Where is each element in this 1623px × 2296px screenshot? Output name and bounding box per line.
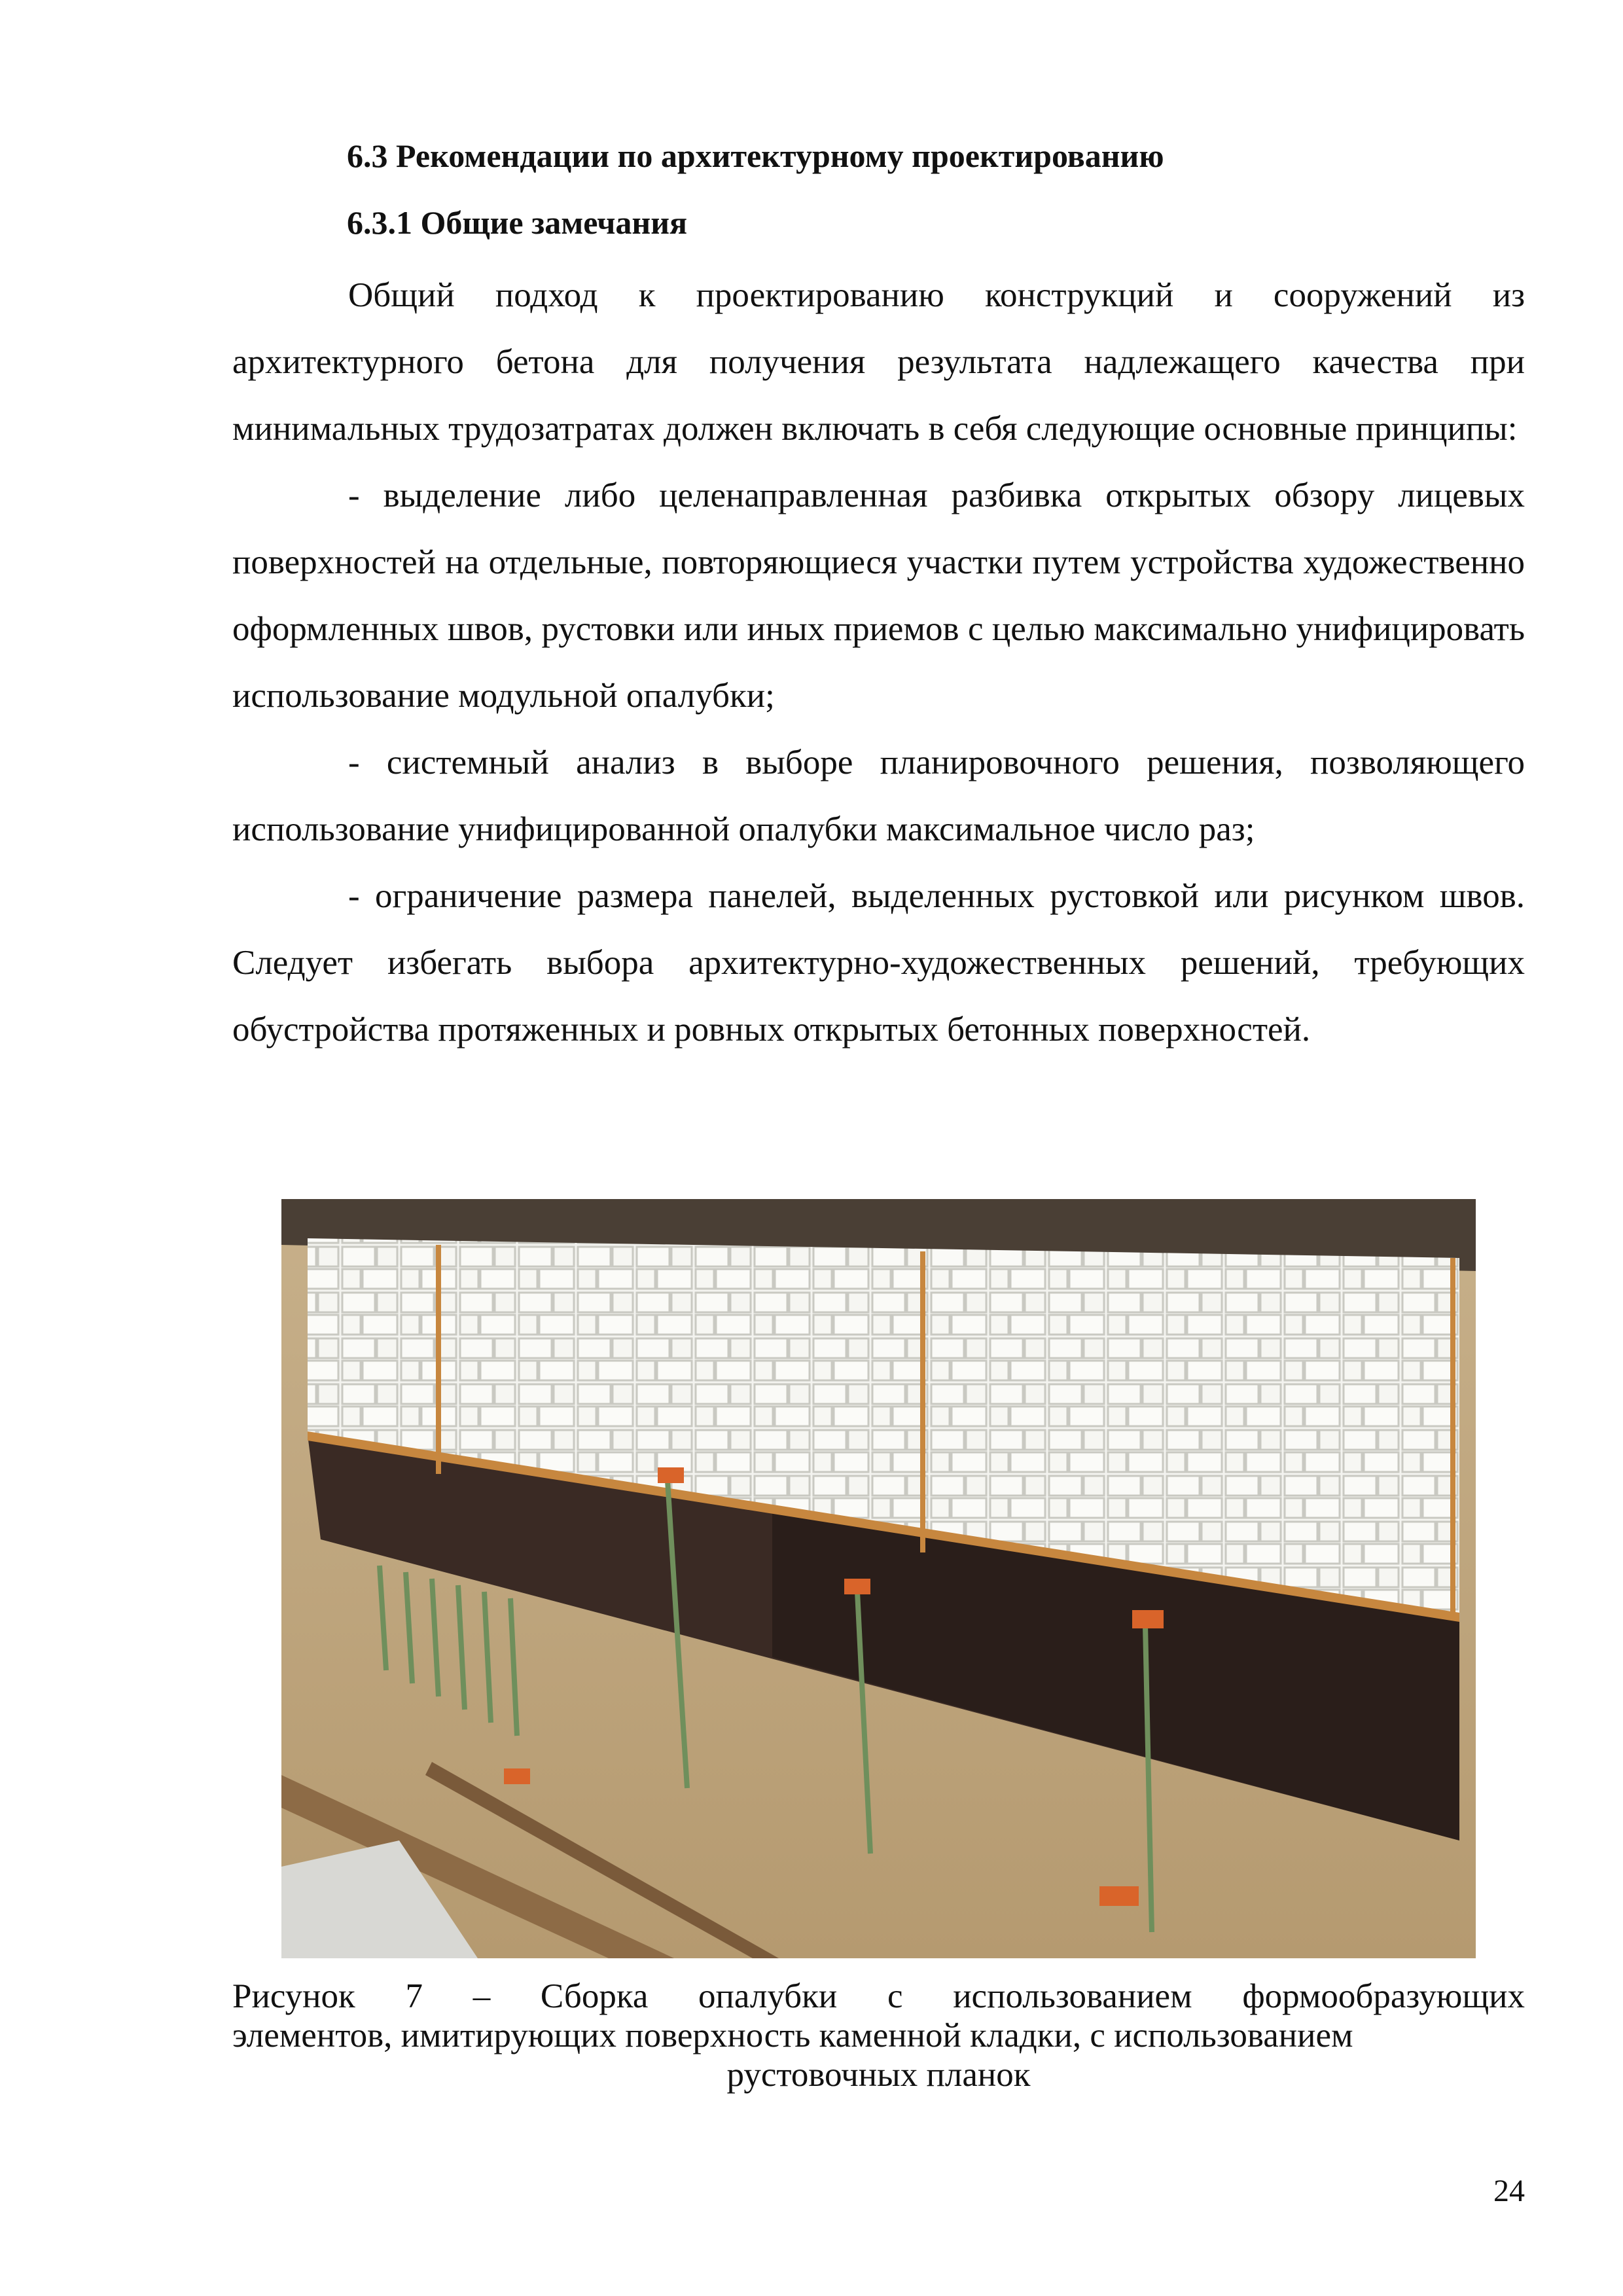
formwork-photo-illustration <box>281 1199 1476 1958</box>
paragraph-bullet-3: - ограничение размера панелей, выделенных рустовкой или рисунком швов. Следует избегать выбора архитектурно-художественных решений, требующих обустройства протяженных и ровных открытых бетонных поверхностей. <box>232 877 1525 1049</box>
caption-line-1: Рисунок 7 – Сборка опалубки с использованием формообразующих <box>232 1977 1525 2015</box>
caption-line-2: элементов, имитирующих поверхность каменной кладки, с использованием <box>232 2017 1353 2054</box>
body-text <box>232 262 1525 1063</box>
paragraph-intro: Общий подход к проектированию конструкций и сооружений из архитектурного бетона для получения результата надлежащего качества при минимальных трудозатратах должен включать в себя следующие основные принципы: <box>232 276 1525 448</box>
subsection-heading: 6.3.1 Общие замечания <box>347 204 688 241</box>
page-number: 24 <box>1493 2174 1525 2208</box>
figure-caption <box>232 1977 1525 2094</box>
section-heading: 6.3 Рекомендации по архитектурному проектированию <box>347 137 1164 174</box>
paragraph-bullet-1: - выделение либо целенаправленная разбивка открытых обзору лицевых поверхностей на отдельные, повторяющиеся участки путем устройства художественно оформленных швов, рустовки или иных приемов с целью максимально унифицировать использование модульной опалубки; <box>232 476 1525 715</box>
caption-line-3: рустовочных планок <box>726 2056 1031 2094</box>
figure-formwork-photo <box>281 1199 1476 1958</box>
paragraph-bullet-2: - системный анализ в выборе планировочного решения, позволяющего использование унифицированной опалубки максимальное число раз; <box>232 744 1525 848</box>
